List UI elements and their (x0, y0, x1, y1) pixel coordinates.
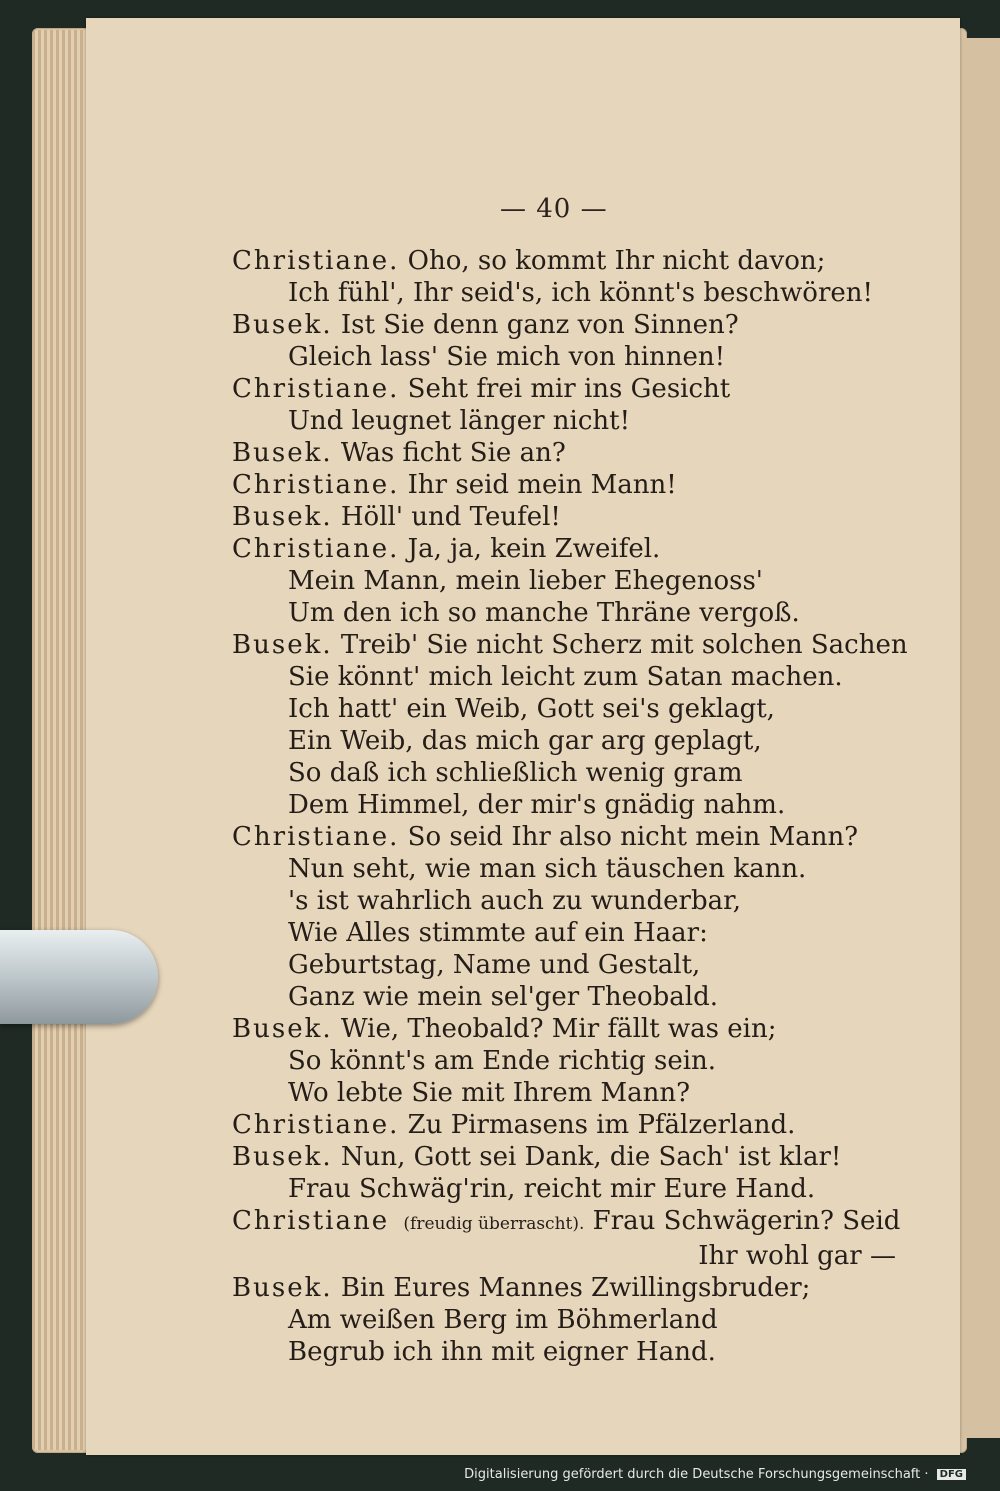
verse-line (232, 469, 922, 501)
verse-text: 's ist wahrlich auch zu wunderbar, (288, 886, 741, 916)
verse-line (232, 917, 922, 949)
verse-line (232, 405, 922, 437)
verse-line (232, 853, 922, 885)
verse-text: Frau Schwäg'rin, reicht mir Eure Hand. (288, 1174, 816, 1204)
verse-line (232, 629, 922, 661)
verse-line (232, 757, 922, 789)
verse-text: Begrub ich ihn mit eigner Hand. (288, 1337, 716, 1367)
verse-text: Frau Schwägerin? Seid (592, 1206, 901, 1236)
verse-text: Mein Mann, mein lieber Ehegenoss' (288, 566, 763, 596)
verse-line (232, 1240, 922, 1272)
speaker-name: Busek. (232, 1142, 333, 1172)
verse-text: Um den ich so manche Thräne vergoß. (288, 598, 800, 628)
verse-text: Treib' Sie nicht Scherz mit solchen Sachen (340, 630, 908, 660)
verse-text: Bin Eures Mannes Zwillingsbruder; (340, 1273, 811, 1303)
speaker-name: Busek. (232, 1014, 333, 1044)
verse-line (232, 821, 922, 853)
verse-text: Und leugnet länger nicht! (288, 406, 631, 436)
verse-line (232, 245, 922, 277)
page-edges (32, 30, 92, 1450)
speaker-name: Busek. (232, 310, 333, 340)
speaker-name: Busek. (232, 630, 333, 660)
speaker-name: Christiane. (232, 374, 400, 404)
verse-line (232, 789, 922, 821)
verse-text: Wo lebte Sie mit Ihrem Mann? (288, 1078, 691, 1108)
verse-text: Ich hatt' ein Weib, Gott sei's geklagt, (288, 694, 775, 724)
verse-line (232, 501, 922, 533)
verse-line (232, 725, 922, 757)
facing-page-edge (958, 38, 1000, 1438)
verse-text: Ihr seid mein Mann! (407, 470, 677, 500)
verse-line (232, 597, 922, 629)
verse-line (232, 1077, 922, 1109)
verse-line (232, 981, 922, 1013)
verse-line (232, 693, 922, 725)
verse-text: Ja, ja, kein Zweifel. (407, 534, 661, 564)
speaker-name: Christiane (232, 1206, 390, 1236)
verse-text: Höll' und Teufel! (340, 502, 561, 532)
verse-line (232, 949, 922, 981)
verse-text: Sie könnt' mich leicht zum Satan machen. (288, 662, 843, 692)
verse-line (232, 1109, 922, 1141)
verse-line (232, 533, 922, 565)
credit-text: Digitalisierung gefördert durch die Deutsche Forschungsgemeinschaft · (464, 1467, 929, 1482)
verse-text: Ein Weib, das mich gar arg geplagt, (288, 726, 762, 756)
speaker-name: Christiane. (232, 1110, 400, 1140)
play-text (232, 245, 922, 1368)
verse-text: Nun, Gott sei Dank, die Sach' ist klar! (340, 1142, 842, 1172)
verse-line (232, 437, 922, 469)
verse-text: Geburtstag, Name und Gestalt, (288, 950, 701, 980)
verse-text: Ganz wie mein sel'ger Theobald. (288, 982, 718, 1012)
verse-text: Seht frei mir ins Gesicht (407, 374, 731, 404)
verse-text: Am weißen Berg im Böhmerland (288, 1305, 718, 1335)
verse-line (232, 1272, 922, 1304)
verse-line (232, 1045, 922, 1077)
verse-line (232, 1205, 922, 1240)
verse-text: Nun seht, wie man sich täuschen kann. (288, 854, 807, 884)
verse-text: Wie, Theobald? Mir fällt was ein; (340, 1014, 777, 1044)
page-number: — 40 — (500, 194, 608, 224)
verse-line (232, 1013, 922, 1045)
verse-line (232, 885, 922, 917)
verse-text: Ihr wohl gar — (698, 1241, 896, 1271)
verse-text: So daß ich schließlich wenig gram (288, 758, 743, 788)
speaker-name: Christiane. (232, 822, 400, 852)
verse-line (232, 1141, 922, 1173)
verse-text: So seid Ihr also nicht mein Mann? (407, 822, 859, 852)
verse-text: Oho, so kommt Ihr nicht davon; (407, 246, 826, 276)
verse-line (232, 1173, 922, 1205)
verse-line (232, 1336, 922, 1368)
speaker-name: Busek. (232, 502, 333, 532)
verse-text: Ist Sie denn ganz von Sinnen? (340, 310, 739, 340)
verse-text: Wie Alles stimmte auf ein Haar: (288, 918, 708, 948)
speaker-name: Christiane. (232, 246, 400, 276)
verse-text: Was ficht Sie an? (340, 438, 566, 468)
verse-text: So könnt's am Ende richtig sein. (288, 1046, 717, 1076)
thumb-clip (0, 930, 158, 1024)
verse-text: Zu Pirmasens im Pfälzerland. (407, 1110, 796, 1140)
verse-text: Ich fühl', Ihr seid's, ich könnt's beschwören! (288, 278, 873, 308)
verse-line (232, 309, 922, 341)
speaker-name: Christiane. (232, 470, 400, 500)
verse-line (232, 341, 922, 373)
speaker-name: Christiane. (232, 534, 400, 564)
speaker-name: Busek. (232, 438, 333, 468)
verse-line (232, 373, 922, 405)
speaker-name: Busek. (232, 1273, 333, 1303)
verse-line (232, 1304, 922, 1336)
verse-line (232, 277, 922, 309)
footer-credit (464, 1467, 966, 1482)
verse-text: Dem Himmel, der mir's gnädig nahm. (288, 790, 786, 820)
dfg-logo-icon: DFG (937, 1469, 966, 1480)
verse-line (232, 661, 922, 693)
stage-direction: (freudig überrascht). (403, 1214, 585, 1234)
verse-text: Gleich lass' Sie mich von hinnen! (288, 342, 726, 372)
verse-line (232, 565, 922, 597)
